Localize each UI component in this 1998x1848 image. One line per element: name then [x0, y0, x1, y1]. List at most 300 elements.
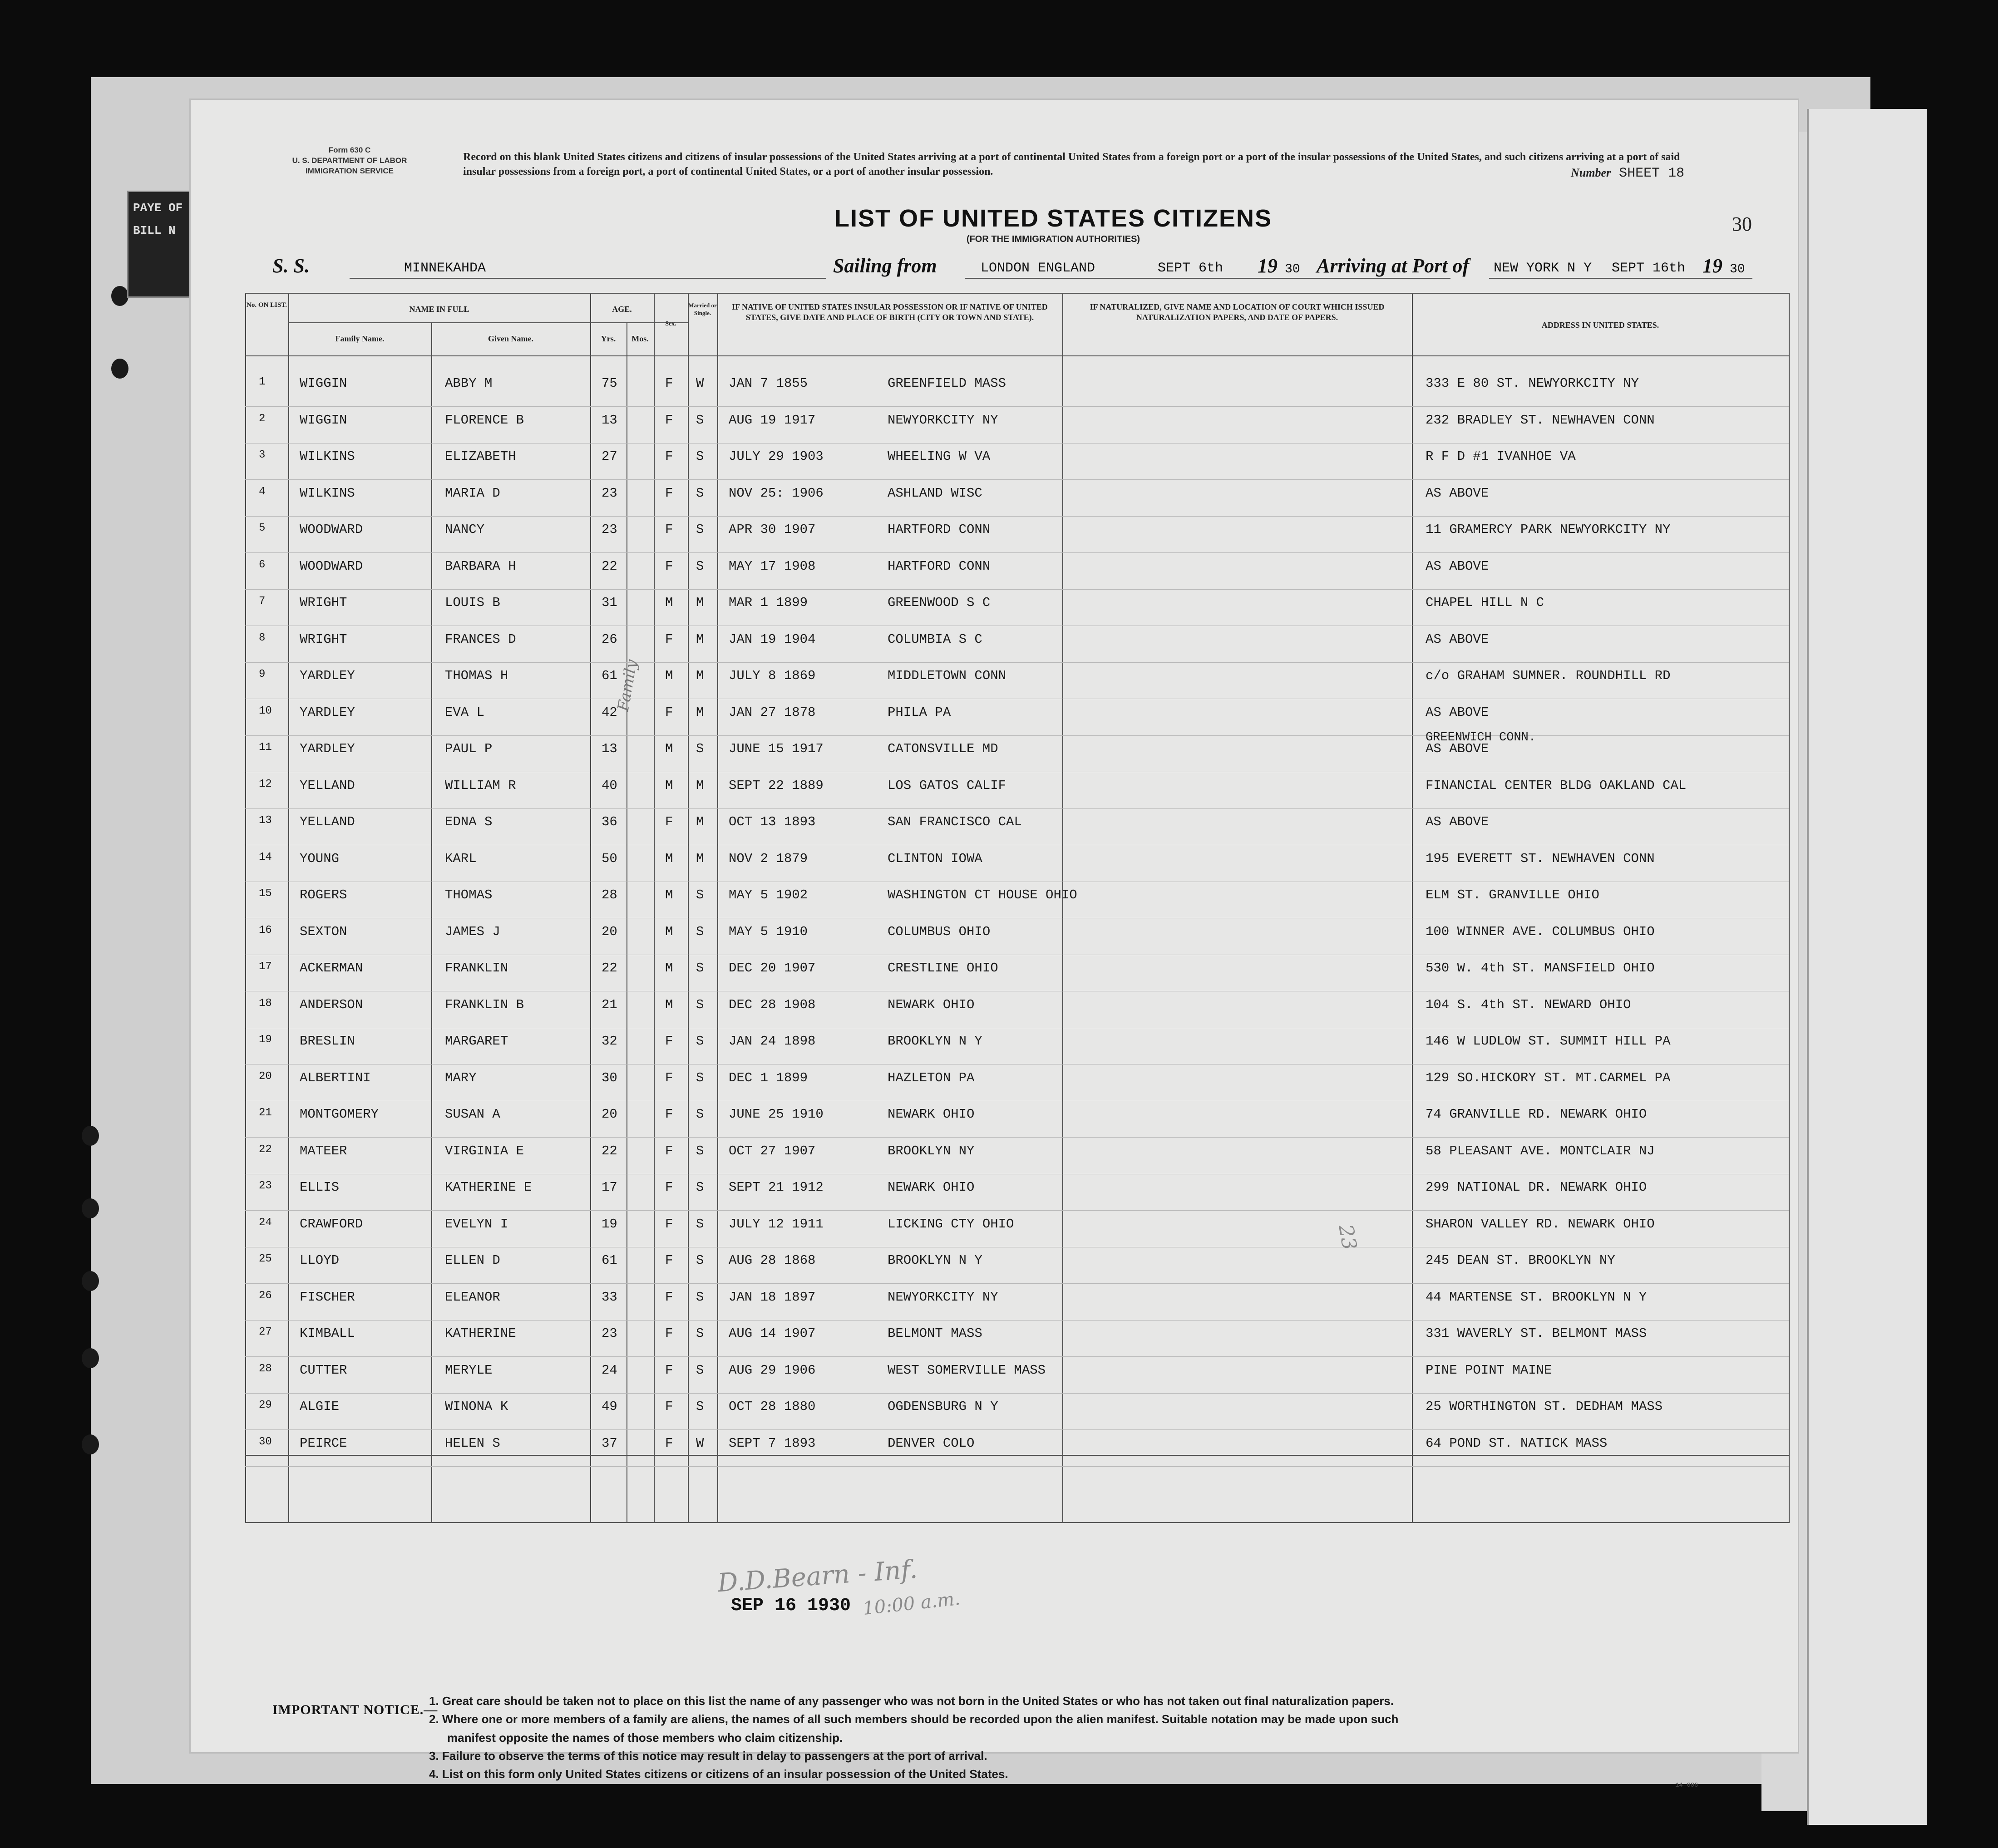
marital-status: S [696, 1326, 704, 1341]
important-notice [429, 1692, 1755, 1783]
us-address: AS ABOVE [1426, 705, 1489, 720]
sex: M [665, 924, 673, 939]
marital-status: S [696, 485, 704, 501]
us-address: 64 POND ST. NATICK MASS [1426, 1435, 1608, 1451]
sex: F [665, 1362, 673, 1378]
family-name: WILKINS [300, 449, 355, 464]
age-years: 50 [602, 851, 617, 866]
birth-date: DEC 20 1907 [729, 961, 816, 976]
arriving-underline [1489, 278, 1752, 279]
col-name-in-full: NAME IN FULL [409, 305, 469, 314]
us-address: 195 EVERETT ST. NEWHAVEN CONN [1426, 851, 1655, 866]
sex: M [665, 595, 673, 610]
family-name: LLOYD [300, 1253, 340, 1268]
given-name: MARY [445, 1070, 477, 1085]
family-name: WIGGIN [300, 376, 347, 391]
age-years: 28 [602, 887, 617, 902]
birth-place: GREENFIELD MASS [888, 376, 1006, 391]
given-name: LOUIS B [445, 595, 500, 610]
age-years: 24 [602, 1362, 617, 1378]
birth-date: AUG 14 1907 [729, 1326, 816, 1341]
age-years: 23 [602, 485, 617, 501]
given-name: FRANCES D [445, 631, 516, 647]
birth-date: OCT 13 1893 [729, 814, 816, 829]
us-address: CHAPEL HILL N C [1426, 595, 1544, 610]
age-years: 23 [602, 522, 617, 537]
birth-date: AUG 28 1868 [729, 1253, 816, 1268]
sail-year: 30 [1285, 262, 1300, 276]
ss-label: S. S. [272, 255, 310, 277]
row-number: 5 [259, 522, 266, 534]
birth-place: BROOKLYN NY [888, 1143, 975, 1158]
arrival-port: NEW YORK N Y [1494, 261, 1592, 276]
us-address: FINANCIAL CENTER BLDG OAKLAND CAL [1426, 778, 1687, 793]
us-address: 25 WORTHINGTON ST. DEDHAM MASS [1426, 1399, 1663, 1414]
table-row [245, 591, 1789, 628]
us-address: AS ABOVE [1426, 558, 1489, 574]
birth-date: OCT 27 1907 [729, 1143, 816, 1158]
birth-place: LOS GATOS CALIF [888, 778, 1006, 793]
sex: M [665, 961, 673, 976]
given-name: PAUL P [445, 741, 493, 756]
col-family-name: Family Name. [335, 334, 385, 343]
sex: F [665, 1289, 673, 1305]
family-name: CRAWFORD [300, 1216, 363, 1232]
marital-status: S [696, 1399, 704, 1414]
birth-date: APR 30 1907 [729, 522, 816, 537]
birth-place: SAN FRANCISCO CAL [888, 814, 1022, 829]
given-name: KARL [445, 851, 477, 866]
birth-date: DEC 1 1899 [729, 1070, 808, 1085]
age-years: 22 [602, 961, 617, 976]
age-years: 20 [602, 924, 617, 939]
age-years: 31 [602, 595, 617, 610]
sex: F [665, 1070, 673, 1085]
table-row [245, 1322, 1789, 1359]
sex: F [665, 449, 673, 464]
given-name: WINONA K [445, 1399, 508, 1414]
age-years: 27 [602, 449, 617, 464]
birth-date: SEPT 21 1912 [729, 1180, 824, 1195]
family-name: SEXTON [300, 924, 347, 939]
sex: M [665, 851, 673, 866]
family-name: WRIGHT [300, 595, 347, 610]
birth-place: COLUMBUS OHIO [888, 924, 991, 939]
marital-status: S [696, 449, 704, 464]
birth-date: JUNE 15 1917 [729, 741, 824, 756]
table-row [245, 774, 1789, 811]
sex: F [665, 412, 673, 428]
birth-date: MAR 1 1899 [729, 595, 808, 610]
family-name: ELLIS [300, 1180, 340, 1195]
birth-place: ASHLAND WISC [888, 485, 982, 501]
col-given-name: Given Name. [488, 334, 533, 343]
given-name: HELEN S [445, 1435, 500, 1451]
marital-status: S [696, 887, 704, 902]
row-rule [245, 735, 1789, 736]
sex: F [665, 522, 673, 537]
row-number: 13 [259, 814, 272, 827]
birth-date: JULY 29 1903 [729, 449, 824, 464]
row-number: 28 [259, 1362, 272, 1375]
marital-status: M [696, 668, 704, 683]
us-address: 100 WINNER AVE. COLUMBUS OHIO [1426, 924, 1655, 939]
table-row [245, 1286, 1789, 1322]
given-name: BARBARA H [445, 558, 516, 574]
age-years: 40 [602, 778, 617, 793]
family-name: ROGERS [300, 887, 347, 902]
form-number: Form 630 C [328, 146, 371, 154]
voyage-line [268, 254, 1766, 286]
age-years: 20 [602, 1107, 617, 1122]
family-name: WILKINS [300, 485, 355, 501]
sex: M [665, 887, 673, 902]
sex: F [665, 705, 673, 720]
sex: F [665, 1216, 673, 1232]
marital-status: S [696, 558, 704, 574]
row-number: 22 [259, 1143, 272, 1156]
sail-year-prefix: 19 [1258, 255, 1278, 277]
row-number: 10 [259, 705, 272, 717]
table-row [245, 482, 1789, 518]
sex: F [665, 631, 673, 647]
sex: F [665, 1143, 673, 1158]
us-address: 299 NATIONAL DR. NEWARK OHIO [1426, 1180, 1647, 1195]
birth-place: CLINTON IOWA [888, 851, 982, 866]
passenger-table [245, 293, 1789, 1523]
row-rule [245, 1393, 1789, 1394]
sex: M [665, 997, 673, 1012]
birth-place: WHEELING W VA [888, 449, 991, 464]
given-name: ELLEN D [445, 1253, 500, 1268]
birth-date: JAN 24 1898 [729, 1034, 816, 1049]
col-yrs: Yrs. [601, 334, 616, 343]
col-married: Married or Single. [688, 302, 717, 316]
table-row [245, 1176, 1789, 1212]
birth-place: WEST SOMERVILLE MASS [888, 1362, 1046, 1378]
birth-date: NOV 2 1879 [729, 851, 808, 866]
notice-item: 4. List on this form only United States citizens or citizens of an insular possession of the United States. [429, 1767, 1008, 1781]
row-number: 2 [259, 412, 266, 425]
col-birth: IF NATIVE OF UNITED STATES INSULAR POSSESSION OR IF NATIVE OF UNITED STATES, GIVE DATE AND PLACE OF BIRTH (CITY OR TOWN AND STATE). [732, 302, 1048, 322]
table-row [245, 921, 1789, 957]
us-address: 530 W. 4th ST. MANSFIELD OHIO [1426, 961, 1655, 976]
marital-status: S [696, 1034, 704, 1049]
age-years: 33 [602, 1289, 617, 1305]
page-title: LIST OF UNITED STATES CITIZENS [834, 205, 1272, 232]
us-address: 44 MARTENSE ST. BROOKLYN N Y [1426, 1289, 1647, 1305]
given-name: VIRGINIA E [445, 1143, 524, 1158]
sex: M [665, 778, 673, 793]
birth-date: JAN 19 1904 [729, 631, 816, 647]
table-row [245, 1432, 1789, 1469]
notice-item: 3. Failure to observe the terms of this notice may result in delay to passengers at the port of arrival. [429, 1749, 987, 1763]
sailing-port: LONDON ENGLAND [981, 261, 1095, 276]
birth-date: AUG 29 1906 [729, 1362, 816, 1378]
marital-status: S [696, 741, 704, 756]
given-name: MARIA D [445, 485, 500, 501]
birth-date: DEC 28 1908 [729, 997, 816, 1012]
address-row9-line2: GREENWICH CONN. [1426, 731, 1536, 744]
us-address: c/o GRAHAM SUMNER. ROUNDHILL RD [1426, 668, 1671, 683]
row-number: 7 [259, 595, 266, 607]
birth-date: SEPT 22 1889 [729, 778, 824, 793]
us-address: AS ABOVE [1426, 814, 1489, 829]
us-address: 104 S. 4th ST. NEWARD OHIO [1426, 997, 1631, 1012]
table-row [245, 409, 1789, 445]
birth-date: JUNE 25 1910 [729, 1107, 824, 1122]
row-number: 14 [259, 851, 272, 863]
marital-status: M [696, 851, 704, 866]
department: U. S. DEPARTMENT OF LABOR [292, 156, 407, 165]
given-name: KATHERINE E [445, 1180, 532, 1195]
sailing-label: Sailing from [833, 255, 937, 277]
ship-underline [350, 278, 826, 279]
marital-status: S [696, 1216, 704, 1232]
birth-place: GREENWOOD S C [888, 595, 991, 610]
row-number: 15 [259, 887, 272, 900]
page-number: 30 [1732, 213, 1752, 235]
row-number: 20 [259, 1070, 272, 1083]
family-name: YELLAND [300, 814, 355, 829]
row-number: 11 [259, 741, 272, 754]
birth-place: NEWARK OHIO [888, 1107, 975, 1122]
service: IMMIGRATION SERVICE [306, 166, 394, 175]
row-rule [245, 479, 1789, 480]
table-row [245, 701, 1789, 738]
table-row [245, 1140, 1789, 1176]
sex: F [665, 376, 673, 391]
birth-date: AUG 19 1917 [729, 412, 816, 428]
family-name: YOUNG [300, 851, 340, 866]
col-mos: Mos. [631, 334, 649, 343]
given-name: FRANKLIN [445, 961, 508, 976]
table-row [245, 518, 1789, 555]
sex: M [665, 668, 673, 683]
row-number: 16 [259, 924, 272, 936]
age-years: 19 [602, 1216, 617, 1232]
sex: F [665, 1034, 673, 1049]
family-name: YELLAND [300, 778, 355, 793]
marital-status: S [696, 1253, 704, 1268]
arrival-date: SEPT 16th [1612, 261, 1686, 276]
notice-label: IMPORTANT NOTICE.— [272, 1702, 438, 1717]
given-name: MARGARET [445, 1034, 508, 1049]
row-number: 12 [259, 778, 272, 790]
age-years: 23 [602, 1326, 617, 1341]
birth-date: JAN 27 1878 [729, 705, 816, 720]
marital-status: S [696, 924, 704, 939]
inspection-time: 10:00 a.m. [862, 1588, 962, 1620]
family-name: MONTGOMERY [300, 1107, 379, 1122]
sex: F [665, 814, 673, 829]
age-years: 13 [602, 741, 617, 756]
birth-date: JAN 7 1855 [729, 376, 808, 391]
table-row [245, 372, 1789, 409]
table-row [245, 1067, 1789, 1103]
table-row [245, 1395, 1789, 1432]
given-name: ELEANOR [445, 1289, 500, 1305]
row-rule [245, 406, 1789, 407]
sex: F [665, 1180, 673, 1195]
us-address: 11 GRAMERCY PARK NEWYORKCITY NY [1426, 522, 1671, 537]
us-address: 58 PLEASANT AVE. MONTCLAIR NJ [1426, 1143, 1655, 1158]
birth-date: MAY 17 1908 [729, 558, 816, 574]
age-years: 21 [602, 997, 617, 1012]
row-rule [245, 589, 1789, 590]
row-rule [245, 1137, 1789, 1138]
marital-status: W [696, 1435, 704, 1451]
sailing-underline [965, 278, 1450, 279]
given-name: WILLIAM R [445, 778, 516, 793]
row-rule [245, 1429, 1789, 1430]
given-name: FRANKLIN B [445, 997, 524, 1012]
marital-status: M [696, 631, 704, 647]
age-years: 13 [602, 412, 617, 428]
marital-status: S [696, 522, 704, 537]
marital-status: S [696, 412, 704, 428]
family-name: BRESLIN [300, 1034, 355, 1049]
notice-item: 1. Great care should be taken not to place on this list the name of any passenger who was not born in the United States or who has not taken out final naturalization papers. [429, 1694, 1394, 1708]
row-number: 9 [259, 668, 266, 680]
birth-date: OCT 28 1880 [729, 1399, 816, 1414]
marital-status: M [696, 705, 704, 720]
given-name: THOMAS [445, 887, 493, 902]
birth-place: HARTFORD CONN [888, 522, 991, 537]
background-sheet-edge-right [1807, 109, 1927, 1825]
date-stamp: SEP 16 1930 [731, 1596, 851, 1616]
birth-place: CATONSVILLE MD [888, 741, 998, 756]
row-number: 26 [259, 1289, 272, 1302]
given-name: FLORENCE B [445, 412, 524, 428]
birth-place: WASHINGTON CT HOUSE OHIO [888, 887, 1077, 902]
table-row [245, 1249, 1789, 1286]
row-number: 25 [259, 1253, 272, 1265]
age-years: 32 [602, 1034, 617, 1049]
age-years: 75 [602, 376, 617, 391]
age-years: 61 [602, 1253, 617, 1268]
family-name: CUTTER [300, 1362, 347, 1378]
form-instructions: Record on this blank United States citizens and citizens of insular possessions of the United States arriving at a port of continental United States from a foreign port or a port of the insular possessions of the United States, and such citizens arriving at a port of said insular possessions from a foreign port, a port of continental United States, or a port of another insular possession. [463, 151, 1680, 178]
marital-status: S [696, 997, 704, 1012]
family-name: WOODWARD [300, 558, 363, 574]
row-rule [245, 1356, 1789, 1357]
birth-place: LICKING CTY OHIO [888, 1216, 1014, 1232]
margin-family-note: Family [614, 658, 641, 713]
table-row [245, 1213, 1789, 1249]
birth-place: HAZLETON PA [888, 1070, 975, 1085]
given-name: EDNA S [445, 814, 493, 829]
sex: F [665, 1435, 673, 1451]
marital-status: S [696, 961, 704, 976]
us-address: R F D #1 IVANHOE VA [1426, 449, 1576, 464]
us-address: 333 E 80 ST. NEWYORKCITY NY [1426, 376, 1639, 391]
birth-date: SEPT 7 1893 [729, 1435, 816, 1451]
family-name: WRIGHT [300, 631, 347, 647]
birth-place: COLUMBIA S C [888, 631, 982, 647]
number-value: SHEET 18 [1619, 166, 1685, 181]
form-header [254, 145, 445, 177]
us-address: AS ABOVE [1426, 485, 1489, 501]
marital-status: S [696, 1362, 704, 1378]
inspector-signature: D.D.Bearn - Inf. [716, 1554, 918, 1598]
family-name: MATEER [300, 1143, 347, 1158]
birth-date: MAY 5 1902 [729, 887, 808, 902]
number-label: Number [1571, 166, 1611, 179]
marital-status: M [696, 778, 704, 793]
given-name: EVA L [445, 705, 485, 720]
row-number: 27 [259, 1326, 272, 1338]
us-address: AS ABOVE [1426, 631, 1489, 647]
birth-date: JULY 8 1869 [729, 668, 816, 683]
birth-date: JULY 12 1911 [729, 1216, 824, 1232]
age-years: 49 [602, 1399, 617, 1414]
col-sex: Sex. [665, 320, 676, 327]
table-row [245, 811, 1789, 847]
birth-place: NEWARK OHIO [888, 997, 975, 1012]
sex: M [665, 741, 673, 756]
marital-status: S [696, 1143, 704, 1158]
notice-item: 2. Where one or more members of a family are aliens, the names of all such members should be recorded upon the alien manifest. Suitable notation may be made upon such [429, 1712, 1399, 1726]
family-name: ACKERMAN [300, 961, 363, 976]
margin-number: 23 [1334, 1222, 1361, 1252]
table-row [245, 1030, 1789, 1066]
form-code: 14—606 [1675, 1782, 1698, 1789]
family-name: PEIRCE [300, 1435, 347, 1451]
table-row [245, 555, 1789, 591]
arriving-label: Arriving at Port of [1317, 255, 1470, 277]
table-row [245, 445, 1789, 482]
row-number: 23 [259, 1180, 272, 1192]
row-number: 24 [259, 1216, 272, 1229]
family-name: FISCHER [300, 1289, 355, 1305]
table-row [245, 957, 1789, 993]
page-subtitle: (FOR THE IMMIGRATION AUTHORITIES) [966, 234, 1140, 244]
table-row [245, 848, 1789, 884]
birth-date: JAN 18 1897 [729, 1289, 816, 1305]
row-rule [245, 1466, 1789, 1467]
row-number: 3 [259, 449, 266, 461]
birth-date: MAY 5 1910 [729, 924, 808, 939]
family-name: WOODWARD [300, 522, 363, 537]
row-number: 29 [259, 1399, 272, 1411]
family-name: KIMBALL [300, 1326, 355, 1341]
row-rule [245, 662, 1789, 663]
marital-status: M [696, 814, 704, 829]
birth-place: BELMONT MASS [888, 1326, 982, 1341]
sex: F [665, 1399, 673, 1414]
age-years: 37 [602, 1435, 617, 1451]
table-row [245, 994, 1789, 1030]
birth-place: NEWARK OHIO [888, 1180, 975, 1195]
given-name: THOMAS H [445, 668, 508, 683]
us-address: AS ABOVE [1426, 741, 1489, 756]
table-row [245, 738, 1789, 774]
row-rule [245, 1283, 1789, 1284]
marital-status: S [696, 1289, 704, 1305]
manifest-sheet [191, 100, 1798, 1789]
row-number: 21 [259, 1107, 272, 1119]
age-years: 42 [602, 705, 617, 720]
age-years: 26 [602, 631, 617, 647]
age-years: 17 [602, 1180, 617, 1195]
col-address: ADDRESS IN UNITED STATES. [1541, 320, 1659, 330]
row-number: 30 [259, 1435, 272, 1448]
given-name: EVELYN I [445, 1216, 508, 1232]
family-name: ANDERSON [300, 997, 363, 1012]
us-address: SHARON VALLEY RD. NEWARK OHIO [1426, 1216, 1655, 1232]
us-address: 232 BRADLEY ST. NEWHAVEN CONN [1426, 412, 1655, 428]
